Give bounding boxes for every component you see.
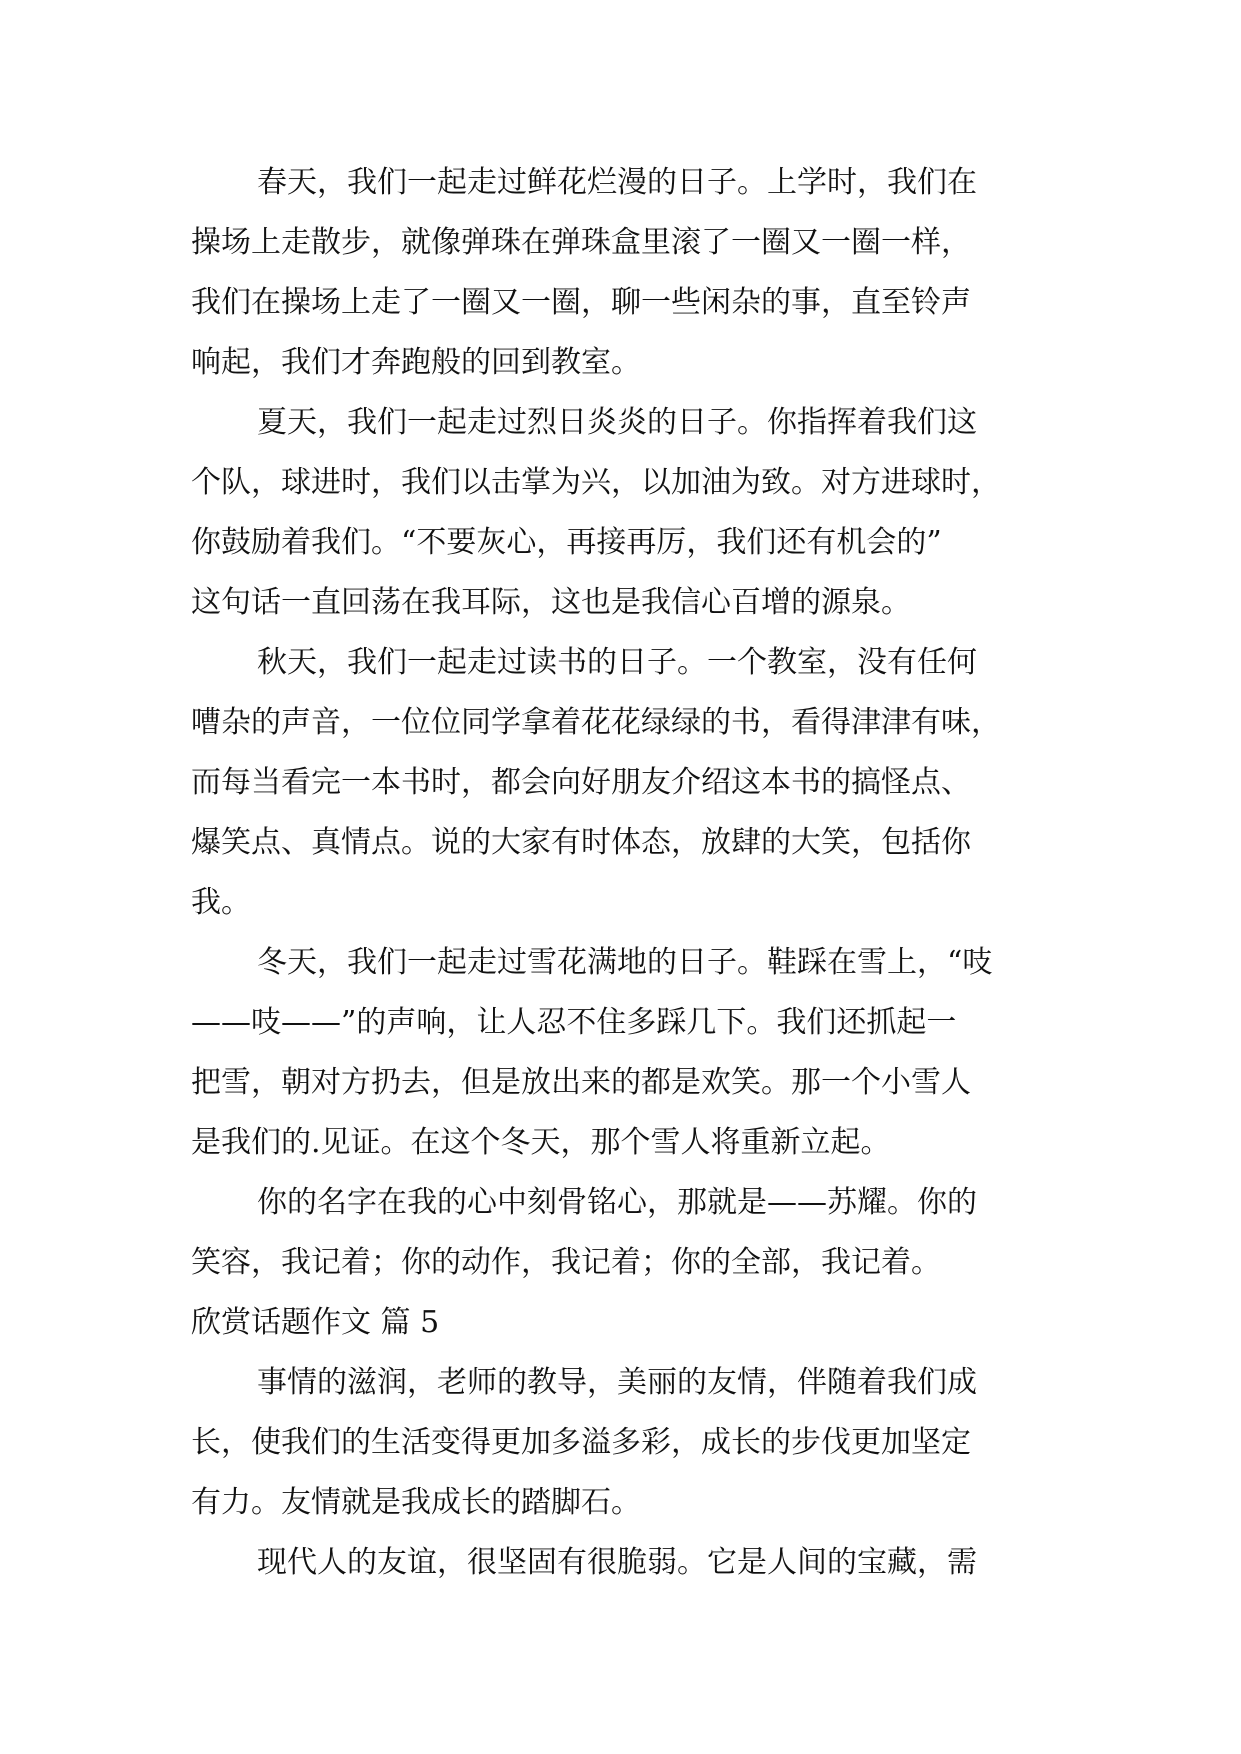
text-line: 把雪，朝对方扔去，但是放出来的都是欢笑。那一个小雪人 xyxy=(191,1065,971,1100)
text-line: 是我们的.见证。在这个冬天，那个雪人将重新立起。 xyxy=(191,1125,891,1160)
text-line: 嘈杂的声音，一位位同学拿着花花绿绿的书，看得津津有味， xyxy=(191,705,1001,740)
text-line: 有力。友情就是我成长的踏脚石。 xyxy=(191,1485,641,1520)
text-line: 长，使我们的生活变得更加多溢多彩，成长的步伐更加坚定 xyxy=(191,1425,971,1460)
text-line: 冬天，我们一起走过雪花满地的日子。鞋踩在雪上，“吱 xyxy=(257,945,993,980)
text-line: 我。 xyxy=(191,885,251,920)
text-line: ——吱——”的声响，让人忍不住多踩几下。我们还抓起一 xyxy=(191,1005,957,1040)
text-line: 操场上走散步，就像弹珠在弹珠盒里滚了一圈又一圈一样， xyxy=(191,225,971,260)
text-line: 我们在操场上走了一圈又一圈，聊一些闲杂的事，直至铃声 xyxy=(191,285,971,320)
text-line: 夏天，我们一起走过烈日炎炎的日子。你指挥着我们这 xyxy=(257,405,977,440)
text-line: 爆笑点、真情点。说的大家有时体态，放肆的大笑，包括你 xyxy=(191,825,971,860)
text-line: 现代人的友谊，很坚固有很脆弱。它是人间的宝藏，需 xyxy=(257,1545,977,1580)
text-line: 事情的滋润，老师的教导，美丽的友情，伴随着我们成 xyxy=(257,1365,977,1400)
text-line: 你的名字在我的心中刻骨铭心，那就是——苏耀。你的 xyxy=(257,1185,977,1220)
text-line: 响起，我们才奔跑般的回到教室。 xyxy=(191,345,641,380)
section-heading: 欣赏话题作文 篇 5 xyxy=(191,1305,440,1340)
text-line: 而每当看完一本书时，都会向好朋友介绍这本书的搞怪点、 xyxy=(191,765,971,800)
text-line: 春天，我们一起走过鲜花烂漫的日子。上学时，我们在 xyxy=(257,165,977,200)
text-line: 这句话一直回荡在我耳际，这也是我信心百增的源泉。 xyxy=(191,585,911,620)
text-line: 你鼓励着我们。“不要灰心，再接再厉，我们还有机会的” xyxy=(191,525,942,560)
text-line: 笑容，我记着；你的动作，我记着；你的全部，我记着。 xyxy=(191,1245,941,1280)
text-line: 秋天，我们一起走过读书的日子。一个教室，没有任何 xyxy=(257,645,977,680)
text-line: 个队，球进时，我们以击掌为兴，以加油为致。对方进球时， xyxy=(191,465,1001,500)
